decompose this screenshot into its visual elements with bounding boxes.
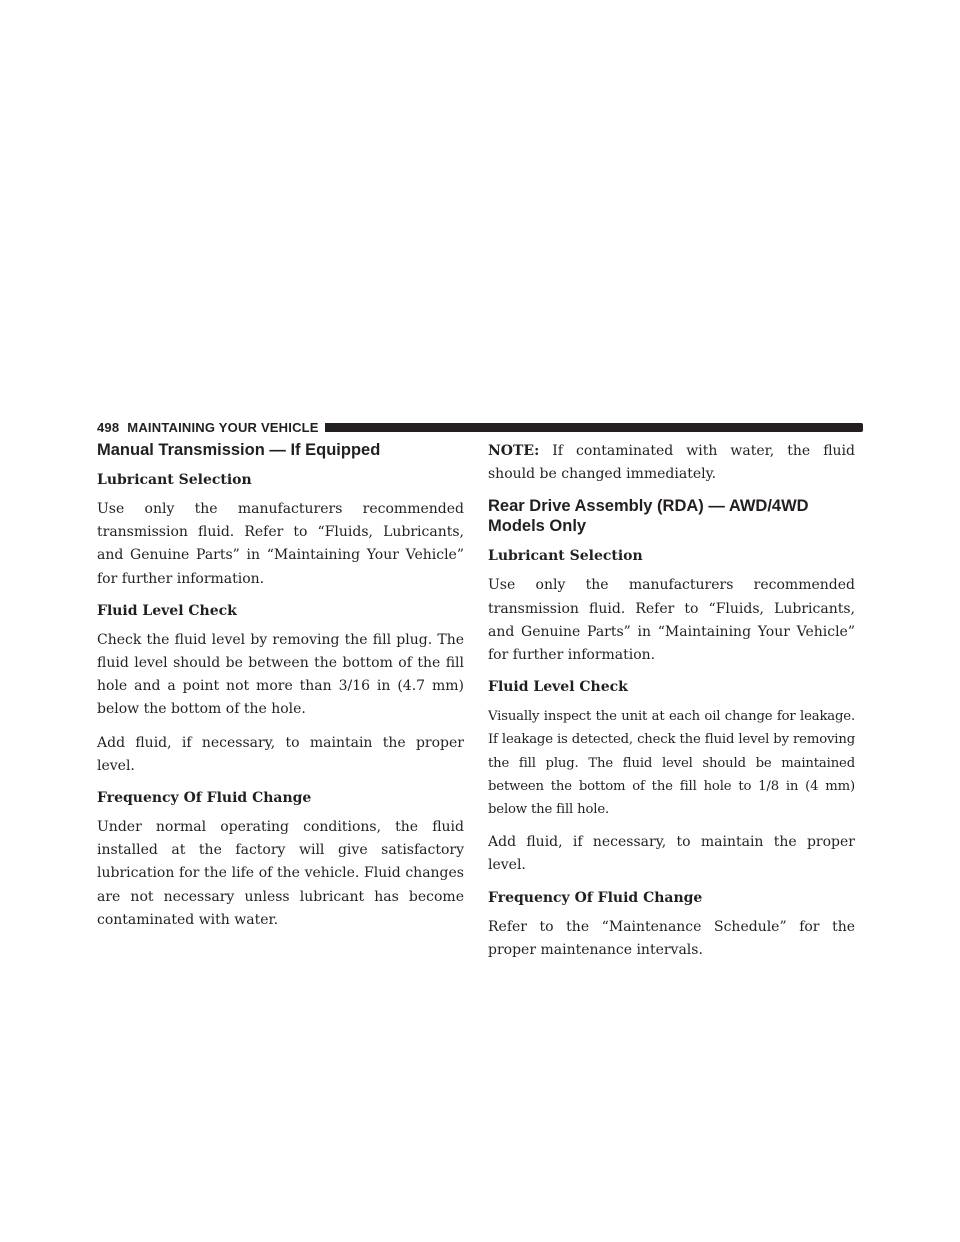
header-rule: [325, 423, 863, 432]
rda-frequency-text: Refer to the “Maintenance Schedule” for the proper maintenance intervals.: [488, 918, 855, 958]
lubricant-selection-text: Use only the manufacturers recommended transmission fluid. Refer to “Fluids, Lubricants, and Genuine Parts” in “Maintaining Your Vehicle” for further information.: [97, 501, 464, 587]
note-text: If contaminated with water, the fluid should be changed immediately.: [488, 443, 855, 483]
rda-frequency-heading: Frequency Of Fluid Change: [488, 889, 703, 906]
fluid-level-check-text: Check the fluid level by removing the fill plug. The fluid level should be between the bottom of the fill hole and a point not more than 3/16 in (4.7 mm) below the bottom of the hole.: [97, 631, 464, 718]
note-label: NOTE:: [488, 443, 540, 459]
left-column: [97, 440, 464, 942]
page-number: 498: [97, 419, 120, 435]
manual-transmission-heading: Manual Transmission — If Equipped: [97, 441, 381, 459]
lubricant-selection-heading: Lubricant Selection: [97, 472, 252, 488]
note-paragraph: [488, 440, 855, 486]
right-column: [488, 440, 855, 972]
frequency-text: Under normal operating conditions, the fluid installed at the factory will give satisfactory lubrication for the life of the vehicle. Fluid changes are not necessary unless lubricant has become contaminated with water.: [97, 819, 464, 928]
rda-fluid-level-check-heading: Fluid Level Check: [488, 679, 628, 696]
rda-add-fluid-text: Add fluid, if necessary, to maintain the proper level.: [488, 834, 855, 874]
add-fluid-text: Add fluid, if necessary, to maintain the proper level.: [97, 734, 464, 774]
rda-lubricant-selection-text: Use only the manufacturers recommended transmission fluid. Refer to “Fluids, Lubricants, and Genuine Parts” in “Maintaining Your Vehicle” for further information.: [488, 577, 855, 664]
rda-lubricant-selection-heading: Lubricant Selection: [488, 548, 643, 565]
page-header: [97, 417, 863, 437]
fluid-level-check-heading: Fluid Level Check: [97, 602, 237, 619]
section-title: MAINTAINING YOUR VEHICLE: [127, 419, 319, 435]
rear-drive-assembly-heading: Rear Drive Assembly (RDA) — AWD/4WD Models Only: [488, 497, 809, 536]
rda-fluid-level-check-text: Visually inspect the unit at each oil change for leakage. If leakage is detected, check the fluid level by removing the fill plug. The fluid level should be maintained between the bottom of the fill hole to 1/8 in (4 mm) below the fill hole.: [488, 709, 855, 818]
frequency-heading: Frequency Of Fluid Change: [97, 790, 312, 807]
